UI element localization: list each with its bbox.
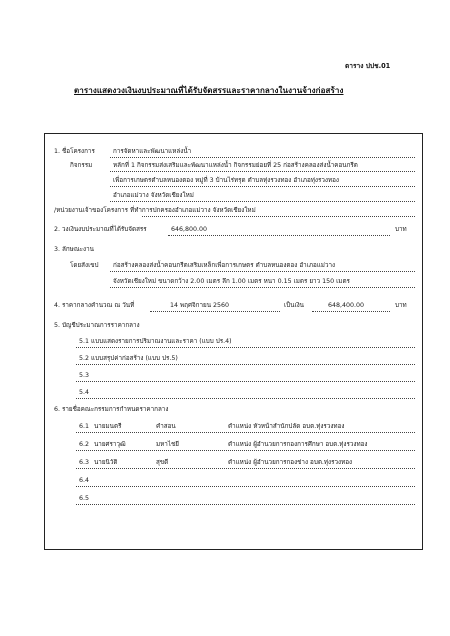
member-name: นายมนตรี: [94, 423, 122, 430]
member-position: ตำแหน่ง ผู้อำนวยการกองการศึกษา อบต.ทุ่งรวงทอง: [228, 441, 368, 448]
member-position: ตำแหน่ง ผู้อำนวยการกองช่าง อบต.ทุ่งรวงทอง: [228, 459, 353, 466]
committee-label: 6. รายชื่อคณะกรรมการกำหนดราคากลาง: [54, 406, 169, 413]
member-surname: คำสอน: [156, 423, 176, 430]
work-label: 3. ลักษณะงาน: [54, 246, 94, 253]
member-no: 6.5: [79, 495, 90, 502]
median-price-label: 4. ราคากลางคำนวณ ณ วันที่: [54, 302, 135, 309]
budget-label: 2. วงเงินงบประมาณที่ได้รับจัดสรร: [54, 226, 147, 233]
budget-amount: 646,800.00: [171, 226, 208, 233]
project-name-value: การจัดหาและพัฒนาแหล่งน้ำ: [113, 148, 192, 155]
breakdown-item: 5.4: [79, 389, 90, 396]
member-surname: สุขดี: [156, 459, 169, 466]
breakdown-item: 5.1 แบบแสดงรายการปริมาณงานและราคา (แบบ ปร.4): [79, 338, 232, 345]
project-name-label: 1. ชื่อโครงการ: [54, 148, 95, 155]
activity-line: อำเภอแม่วาง จังหวัดเชียงใหม่: [113, 192, 194, 199]
breakdown-item: 5.3: [79, 372, 90, 379]
member-position: ตำแหน่ง หัวหน้าสำนักปลัด อบต.ทุ่งรวงทอง: [228, 423, 345, 430]
member-no: 6.3: [79, 459, 90, 466]
work-line: ก่อสร้างคลองส่งน้ำคอนกรีตเสริมเหล็กเพื่อการเกษตร ตำบลหนองตอง อำเภอแม่วาง: [113, 262, 336, 269]
median-price-amount: 648,400.00: [328, 302, 365, 309]
agency-line: /หน่วยงานเจ้าของโครงการ ที่ทำการปกครองอำเภอแม่วาง จังหวัดเชียงใหม่: [54, 207, 256, 214]
breakdown-item: 5.2 แบบสรุปค่าก่อสร้าง (แบบ ปร.5): [79, 355, 178, 362]
member-name: นายศราวุฒิ: [94, 441, 126, 448]
activity-label: กิจกรรม: [70, 162, 93, 169]
activity-line: หลักที่ 1 กิจกรรมส่งเสริมและพัฒนาแหล่งน้ำ กิจกรรมย่อยที่ 25 ก่อสร้างคลองส่งน้ำคอนกรีต: [113, 162, 358, 169]
member-no: 6.2: [79, 441, 90, 448]
page-title: ตารางแสดงวงเงินงบประมาณที่ได้รับจัดสรรและราคากลางในงานจ้างก่อสร้าง: [74, 86, 344, 95]
median-price-date: 14 พฤศจิกายน 2560: [170, 302, 230, 309]
member-no: 6.1: [79, 423, 90, 430]
median-price-unit: บาท: [395, 302, 407, 309]
work-summary-label: โดยสังเขป: [70, 262, 99, 269]
activity-line: เพื่อการเกษตรตำบลหนองตอง หมู่ที่ 3 บ้านไร่ทรุด ตำบลทุ่งรวงทอง อำเภอทุ่งรวงทอง: [113, 177, 339, 184]
member-surname: มหาไชยี: [156, 441, 179, 448]
median-price-amount-label: เป็นเงิน: [284, 302, 304, 309]
work-line: จังหวัดเชียงใหม่ ขนาดกว้าง 2.00 เมตร ลึก 1.00 เมตร หนา 0.15 เมตร ยาว 150 เมตร: [113, 278, 350, 285]
member-name: นายนิวัติ: [94, 459, 118, 466]
member-no: 6.4: [79, 477, 90, 484]
breakdown-label: 5. บัญชีประมาณการราคากลาง: [54, 322, 140, 329]
document-reference: ตาราง ปปช.01: [345, 62, 391, 70]
budget-unit: บาท: [395, 226, 407, 233]
